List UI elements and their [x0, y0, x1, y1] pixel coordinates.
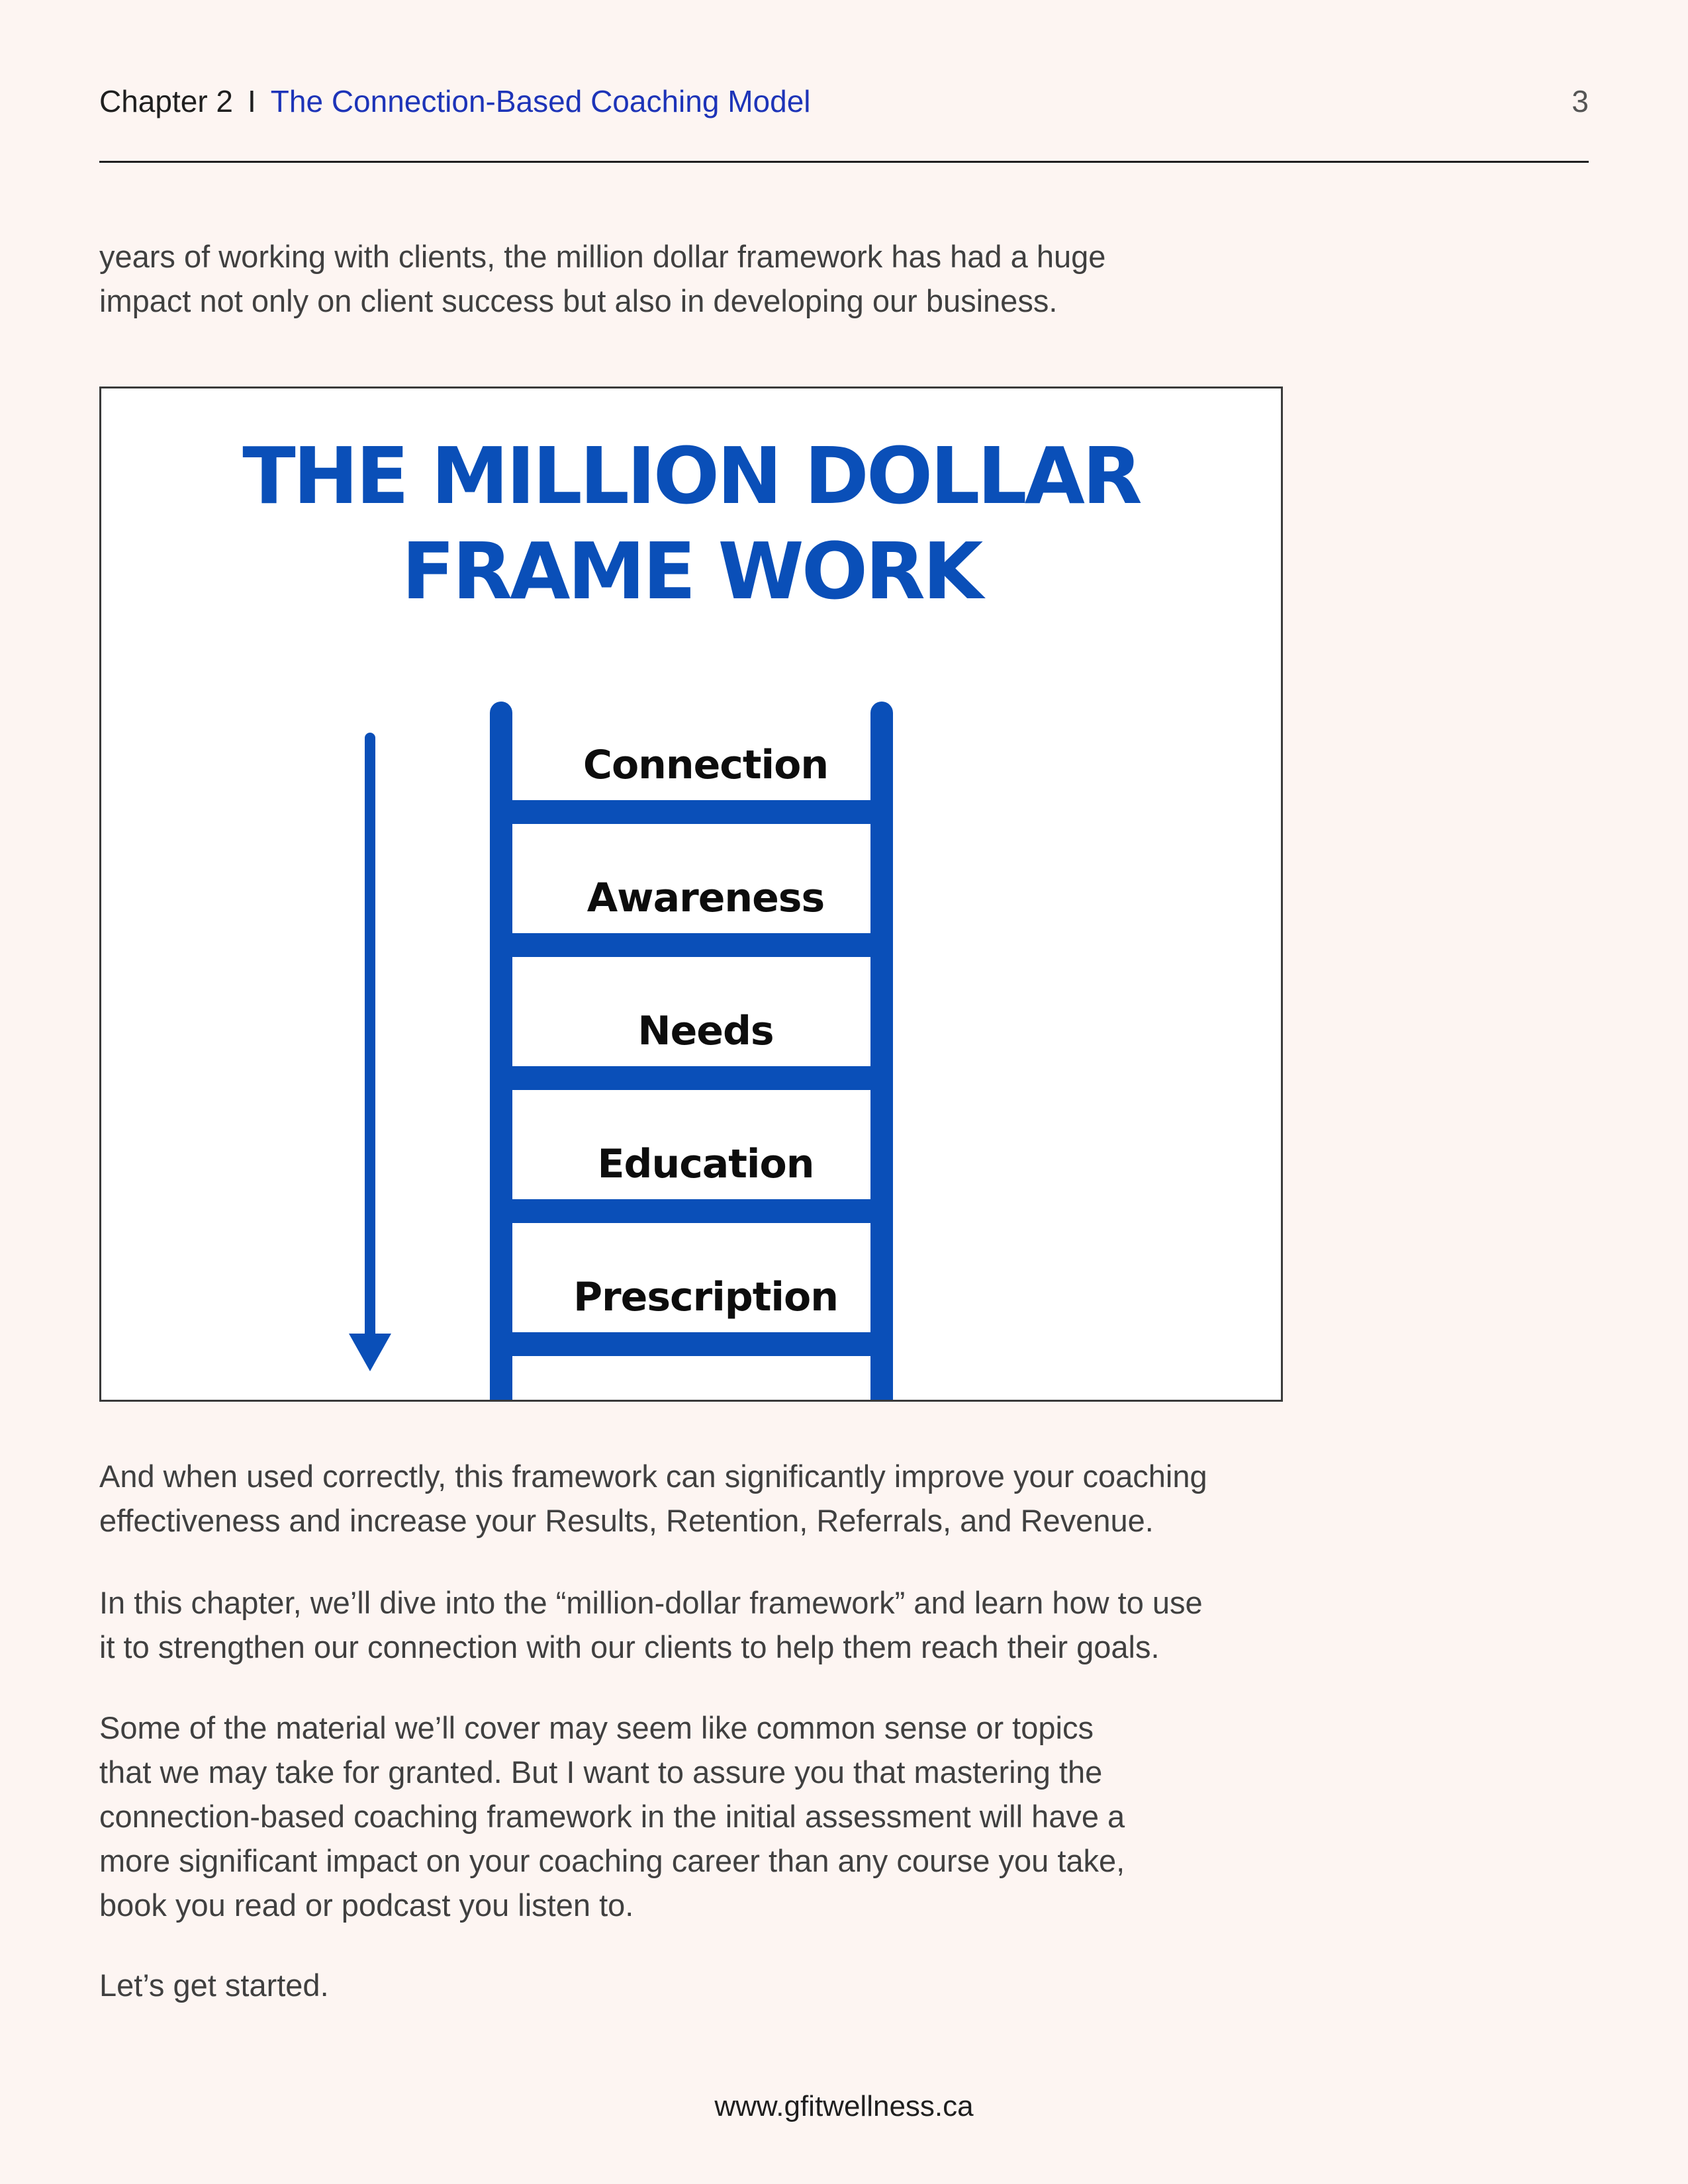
down-arrow-head	[349, 1334, 391, 1371]
body-paragraph-4	[99, 1963, 1291, 2007]
p2-line-2: it to strengthen our connection with our clients to help them reach their goals.	[99, 1629, 1160, 1664]
ladder-rung-2	[501, 933, 882, 957]
footer-url: www.gfitwellness.ca	[714, 2090, 974, 2122]
chapter-breadcrumb	[99, 83, 811, 119]
chapter-label: Chapter 2	[99, 84, 234, 118]
ladder-rung-3	[501, 1066, 882, 1090]
ladder-rung-1	[501, 800, 882, 824]
p3-line-5: book you read or podcast you listen to.	[99, 1888, 634, 1923]
p3-line-1: Some of the material we’ll cover may seem like common sense or topics	[99, 1710, 1094, 1745]
ladder-rung-4	[501, 1199, 882, 1223]
page-number: 3	[1571, 84, 1589, 118]
p3-line-3: connection-based coaching framework in the initial assessment will have a	[99, 1799, 1125, 1834]
step-education: Education	[597, 1141, 814, 1187]
p4-line: Let’s get started.	[99, 1968, 329, 2003]
p2-line-1: In this chapter, we’ll dive into the “million-dollar framework” and learn how to use	[99, 1585, 1203, 1620]
intro-paragraph	[99, 234, 1291, 323]
body-paragraph-1	[99, 1454, 1291, 1543]
figure-title-line-2: FRAME WORK	[401, 525, 981, 617]
step-needs: Needs	[637, 1008, 774, 1054]
body-paragraph-3	[99, 1706, 1291, 1927]
page-header	[99, 78, 1589, 124]
chapter-title: The Connection-Based Coaching Model	[270, 84, 811, 118]
header-divider	[99, 161, 1589, 163]
intro-line-2: impact not only on client success but also in developing our business.	[99, 283, 1058, 318]
step-awareness: Awareness	[586, 875, 825, 921]
p3-line-2: that we may take for granted. But I want to assure you that mastering the	[99, 1754, 1103, 1790]
figure-title-line-1: THE MILLION DOLLAR	[242, 430, 1140, 522]
step-prescription: Prescription	[573, 1274, 838, 1320]
header-separator: I	[248, 84, 256, 118]
ladder-rung-5	[501, 1332, 882, 1356]
framework-figure	[99, 387, 1283, 1402]
p1-line-1: And when used correctly, this framework can significantly improve your coaching	[99, 1459, 1207, 1494]
p1-line-2: effectiveness and increase your Results, Retention, Referrals, and Revenue.	[99, 1503, 1154, 1538]
p3-line-4: more significant impact on your coaching career than any course you take,	[99, 1843, 1125, 1878]
body-paragraph-2	[99, 1580, 1291, 1669]
intro-line-1: years of working with clients, the million dollar framework has had a huge	[99, 239, 1106, 274]
step-connection: Connection	[583, 742, 829, 788]
